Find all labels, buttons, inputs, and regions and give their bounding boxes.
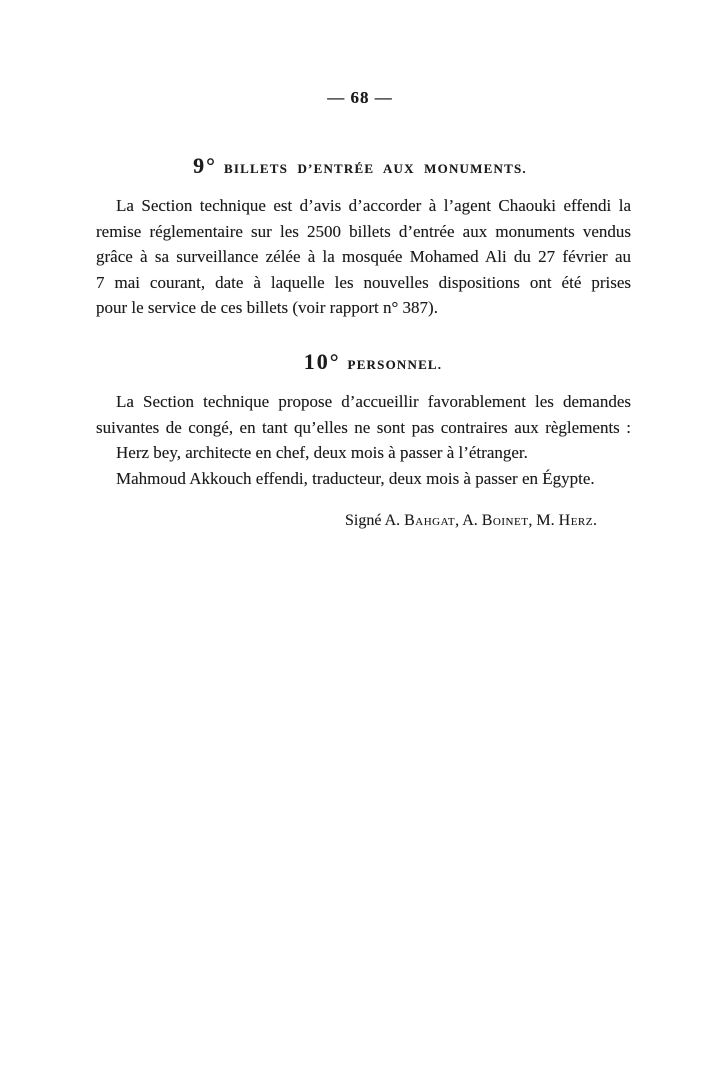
signature-suffix: . <box>593 512 597 529</box>
section-9-title: BILLETS D’ENTRÉE AUX MONUMENTS. <box>223 161 527 176</box>
section-10-paragraph <box>96 389 631 491</box>
page-number: — 68 — <box>327 88 393 107</box>
signature-line <box>345 512 597 530</box>
section-10-heading <box>0 349 720 375</box>
signature-prefix: Signé A. <box>345 512 405 529</box>
signature-separator: , M. <box>528 512 559 529</box>
text-line: Herz bey, architecte en chef, deux mois à passer à l’étranger. <box>116 443 528 462</box>
text-line: pour le service de ces billets (voir rapport n° 387). <box>96 298 438 317</box>
text-line: La Section technique propose d’accueillir favorablement les demandes <box>116 392 631 411</box>
text-line: Mahmoud Akkouch effendi, traducteur, deux mois à passer en Égypte. <box>116 468 595 488</box>
section-9-number: 9° <box>193 153 217 178</box>
text-line: suivantes de congé, en tant qu’elles ne sont pas contraires aux règlements : <box>96 417 631 437</box>
signature-name: Herz <box>558 512 593 529</box>
signature-name: Boinet <box>481 512 529 529</box>
signature-name: Bahgat <box>404 512 456 529</box>
text-line: remise réglementaire sur les 2500 billets d’entrée aux monuments vendus <box>96 221 631 241</box>
text-line: grâce à sa surveillance zélée à la mosquée Mohamed Ali du 27 février au <box>96 247 631 266</box>
text-line: 7 mai courant, date à laquelle les nouvelles dispositions ont été prises <box>96 272 631 292</box>
text-line: La Section technique est d’avis d’accorder à l’agent Chaouki effendi la <box>116 196 631 215</box>
section-10-title: PERSONNEL. <box>347 357 443 372</box>
section-9-paragraph <box>96 193 631 321</box>
signature-separator: , A. <box>455 512 482 529</box>
section-9-heading <box>0 153 720 179</box>
section-10-number: 10° <box>303 349 341 374</box>
